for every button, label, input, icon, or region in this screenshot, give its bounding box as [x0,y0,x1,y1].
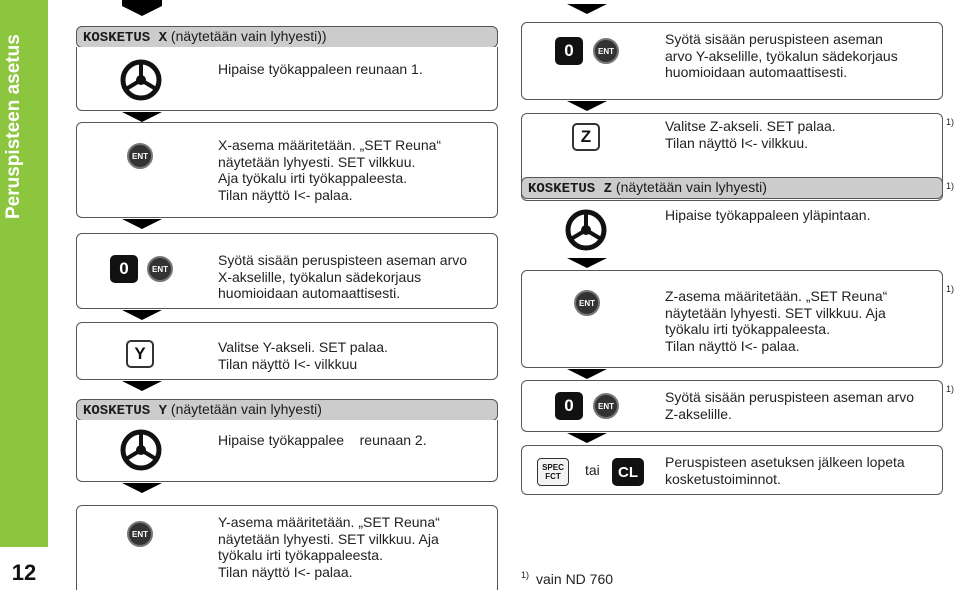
flow-arrow [567,4,607,14]
step-text [665,454,905,487]
text-line: Z-asema määritetään. „SET Reuna“ [665,288,888,304]
probe-y-note: (näytetään vain lyhyesti) [170,401,322,417]
z-key-icon: Z [572,123,600,151]
flow-arrow [567,369,607,379]
probe-x-bar [76,26,498,48]
spec-key-label: SPEC [542,463,564,472]
footnote-text: vain ND 760 [536,571,614,587]
text-line: työkalu irti työkappaleesta. [665,321,830,337]
step-text: Hipaise työkappalee reunaan 2. [218,432,427,448]
flow-arrow [122,310,162,320]
probe-z-note: (näytetään vain lyhyesti) [615,179,767,195]
text-line: Y-asema määritetään. „SET Reuna“ [218,514,440,530]
ent-key-icon: ENT [127,521,153,547]
probe-x-note: (näytetään vain lyhyesti)) [170,28,327,44]
text-line: Valitse Y-akseli. SET palaa. [218,339,388,355]
zero-key-icon: 0 [555,392,583,420]
sidebar [0,0,48,593]
handwheel-icon [564,208,608,252]
probe-y-bar [76,399,498,421]
text-line: X-akselille, työkalun sädekorjaus [218,268,422,285]
text-line: näytetään lyhyesti. SET vilkkuu. [218,153,416,170]
or-label: tai [585,462,600,478]
step-text [665,118,836,151]
text-line: Tilan näyttö I<- palaa. [218,563,353,580]
flow-arrow [122,6,162,16]
footnote-marker: 1) [521,570,530,580]
text-line: Syötä sisään peruspisteen aseman arvo [218,252,468,268]
text-line: Aja työkalu irti työkappaleesta. [218,170,408,186]
step-text [665,389,914,422]
footnote-marker: 1) [946,181,955,191]
text-line: näytetään lyhyesti. SET vilkkuu. Aja [665,304,886,321]
text-line: Tilan näyttö I<- vilkkuu. [665,134,809,151]
fct-key-label: FCT [545,472,561,481]
text-line: X-asema määritetään. „SET Reuna“ [218,137,442,153]
step-text [218,339,388,372]
text-line: näytetään lyhyesti. SET vilkkuu. Aja [218,530,439,547]
ent-key-icon: ENT [574,290,600,316]
ent-key-icon: ENT [593,393,619,419]
flow-arrow [122,112,162,122]
footnote-marker: 1) [946,384,955,394]
step-text [218,252,467,302]
flow-arrow [567,433,607,443]
text-line: Tilan näyttö I<- vilkkuu [218,355,358,372]
zero-key-icon: 0 [555,37,583,65]
spec-fct-key-icon [537,458,569,486]
text-line: Syötä sisään peruspisteen aseman arvo [665,389,915,405]
step-text: Hipaise työkappaleen yläpintaan. [665,207,871,223]
flow-arrow [122,483,162,493]
probe-x-keyword: KOSKETUS X [83,30,168,46]
y-key-icon: Y [126,340,154,368]
ent-key-icon: ENT [593,38,619,64]
step-text [665,288,887,354]
text-line: huomioidaan automaattisesti. [665,64,848,80]
probe-z-keyword: KOSKETUS Z [528,181,613,197]
text-line: Tilan näyttö I<- palaa. [218,186,353,203]
flow-arrow [567,258,607,268]
section-title: Peruspisteen asetus [3,34,24,219]
text-line: Tilan näyttö I<- palaa. [665,337,800,354]
text-line: työkalu irti työkappaleesta. [218,547,383,563]
text-line: Z-akselille. [665,405,732,422]
step-text: Hipaise työkappaleen reunaan 1. [218,61,423,77]
handwheel-icon [119,58,163,102]
step-text [665,31,898,81]
ent-key-icon: ENT [147,256,173,282]
step-text [218,514,440,580]
text-line: Valitse Z-akseli. SET palaa. [665,118,836,134]
footnote-marker: 1) [946,117,955,127]
ent-key-icon: ENT [127,143,153,169]
text-line: huomioidaan automaattisesti. [218,285,401,301]
flow-arrow [567,101,607,111]
page-number: 12 [11,560,37,585]
text-line: Peruspisteen asetuksen jälkeen lopeta [665,454,905,470]
cl-key-icon: CL [612,458,644,486]
footnote-marker: 1) [946,284,955,294]
text-line: arvo Y-akselille, työkalun sädekorjaus [665,47,898,64]
text-line: Syötä sisään peruspisteen aseman [665,31,883,47]
flow-arrow [122,219,162,229]
text-line: kosketustoiminnot. [665,470,781,487]
handwheel-icon [119,428,163,472]
zero-key-icon: 0 [110,255,138,283]
flow-arrow [122,381,162,391]
probe-z-bar [521,177,943,199]
probe-y-keyword: KOSKETUS Y [83,403,168,419]
step-text [218,137,441,203]
